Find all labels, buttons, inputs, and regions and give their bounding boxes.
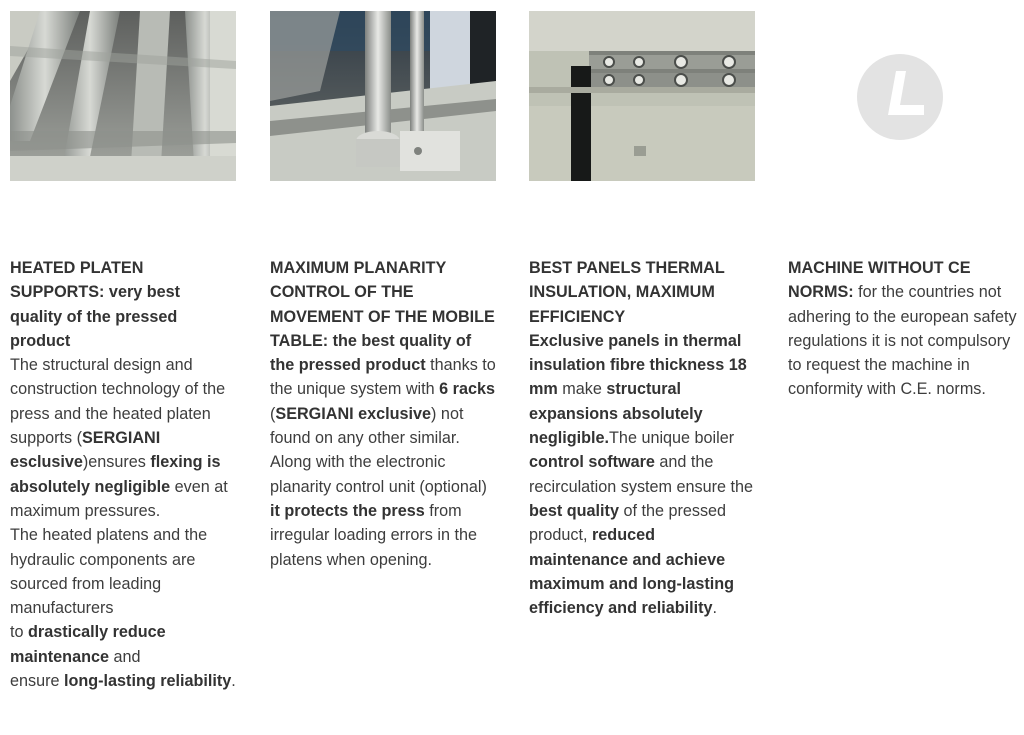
no-ce-description <box>788 256 1018 402</box>
bold-text-run: drastically reduce maintenance <box>10 623 166 666</box>
heated-platen-description <box>10 256 236 693</box>
text-run: The unique boiler <box>609 429 735 448</box>
bold-text-run: SERGIANI exclusive <box>275 404 432 423</box>
bold-text-run: SERGIANI esclusive <box>10 429 161 472</box>
text-run: of the pressed <box>618 501 727 520</box>
feature-column-no-ce <box>788 11 1017 399</box>
text-run: . <box>231 672 236 691</box>
text-run: ) not found on any other similar. Along with the electronic planarity control unit (optional) <box>270 404 487 496</box>
insulation-description <box>529 256 755 620</box>
feature-column-planarity <box>270 11 496 569</box>
text-run: The heated platens and the hydraulic components are sourced from leading manufacturers <box>10 526 208 618</box>
text-run: . <box>712 599 718 618</box>
text-run: product, <box>529 526 592 545</box>
bold-text-run: MACHINE WITHOUT CE NORMS: <box>788 259 971 302</box>
insulation-panels-photo <box>529 11 755 181</box>
bold-text-run: control software <box>529 453 655 472</box>
heated-platen-supports-photo <box>10 11 236 181</box>
bold-text-run: reduced maintenance and achieve maximum and long-lasting efficiency and reliability <box>529 526 735 618</box>
bold-text-run: structural expansions absolutely negligible. <box>529 380 703 448</box>
text-run: for the countries not adhering to the european safety regulations it is not compulsory to request the machine in conformity with C.E. norms. <box>788 283 1017 399</box>
planarity-description <box>270 256 496 572</box>
feature-column-heated-platen <box>10 11 236 691</box>
text-run: and <box>108 647 141 666</box>
brand-logo-icon <box>788 11 1014 181</box>
bold-text-run: flexing is absolutely negligible <box>10 453 221 496</box>
text-run: and the recirculation system ensure the <box>529 453 754 496</box>
text-run: from irregular loading errors in the platens when opening. <box>270 501 477 569</box>
mobile-table-press-photo <box>270 11 496 181</box>
bold-text-run: BEST PANELS THERMAL INSULATION, MAXIMUM EFFICIENCY <box>529 259 725 326</box>
bold-text-run: Exclusive panels in thermal insulation fibre thickness 18 <box>529 331 747 375</box>
text-run: The structural design and construction technology of the press and the heated platen supports ( <box>10 356 226 448</box>
text-run: )ensures <box>82 453 151 472</box>
bold-text-run: best quality <box>529 501 619 520</box>
text-run: make <box>557 380 607 399</box>
bold-text-run: 6 racks <box>439 380 495 399</box>
bold-text-run: mm <box>529 380 558 399</box>
feature-column-insulation <box>529 11 755 618</box>
bold-text-run: HEATED PLATEN SUPPORTS: very best quality of the pressed product <box>10 259 181 350</box>
bold-text-run: MAXIMUM PLANARITY CONTROL OF THE MOVEMENT OF THE MOBILE TABLE: the best quality of the pressed product <box>270 259 495 375</box>
text-run: ensure <box>10 672 64 691</box>
bold-text-run: long-lasting reliability <box>64 672 232 691</box>
text-run: to <box>10 623 28 642</box>
text-run: ( <box>270 404 276 423</box>
text-run: even at maximum pressures. <box>10 477 228 520</box>
bold-text-run: it protects the press <box>270 501 425 520</box>
text-run: thanks to the unique system with <box>270 356 496 399</box>
